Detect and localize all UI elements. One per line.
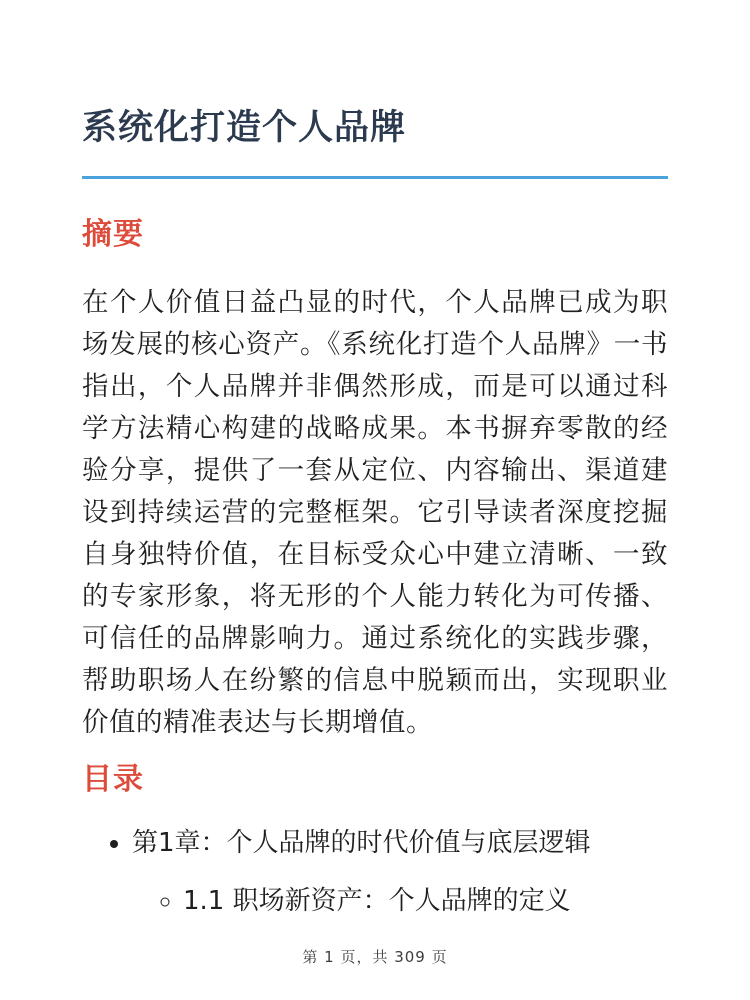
toc-heading: 目录 (82, 761, 144, 797)
page-footer: 第 1 页，共 309 页 (302, 948, 448, 966)
toc-sublist (132, 879, 668, 923)
title-divider (82, 176, 668, 179)
abstract-heading: 摘要 (82, 216, 144, 252)
toc-section-item (183, 879, 668, 923)
toc-list (82, 821, 668, 923)
toc-chapter-item (132, 821, 668, 923)
page-title: 系统化打造个人品牌 (82, 108, 407, 148)
toc-chapter-label: 第1章：个人品牌的时代价值与底层逻辑 (132, 827, 591, 858)
toc-section-label: 1.1 职场新资产：个人品牌的定义 (183, 885, 571, 916)
abstract-text: 在个人价值日益凸显的时代，个人品牌已成为职场发展的核心资产。《系统化打造个人品牌》一书指出，个人品牌并非偶然形成，而是可以通过科学方法精心构建的战略成果。本书摒弃零散的经验分享，提供了一套从定位、内容输出、渠道建设到持续运营的完整框架。它引导读者深度挖掘自身独特价值，在目标受众心中建立清晰、一致的专家形象，将无形的个人能力转化为可传播、可信任的品牌影响力。通过系统化的实践步骤，帮助职场人在纷繁的信息中脱颖而出，实现职业价值的精准表达与长期增值。 (82, 286, 668, 738)
